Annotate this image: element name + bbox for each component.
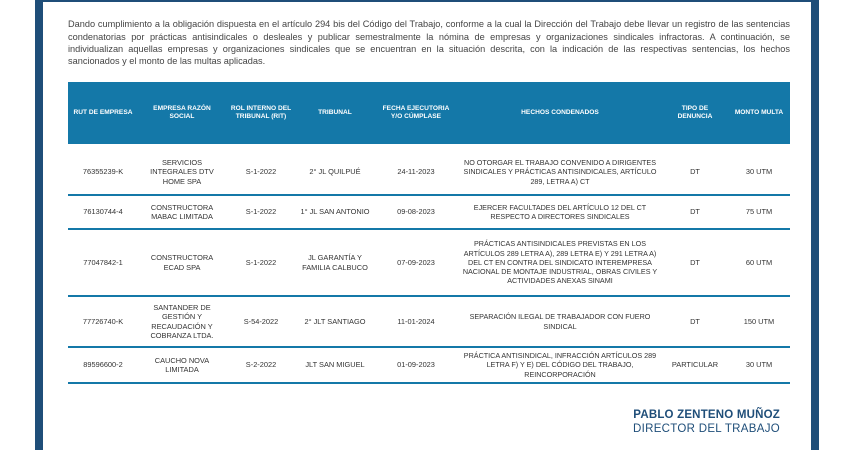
cell-fecha: 09-08-2023 <box>374 195 458 229</box>
cell-rol: S-1-2022 <box>226 229 296 296</box>
cell-tipo: DT <box>662 296 728 347</box>
cell-hechos: NO OTORGAR EL TRABAJO CONVENIDO A DIRIGENTES SINDICALES Y PRÁCTICAS ANTISINDICALES, ARTÍCULO 289, LETRA A) CT <box>458 147 662 195</box>
table-row <box>68 296 790 347</box>
cell-tribunal: 2° JLT SANTIAGO <box>296 296 374 347</box>
cell-monto: 150 UTM <box>728 296 790 347</box>
cell-empresa: CAUCHO NOVA LIMITADA <box>138 347 226 383</box>
cell-monto: 30 UTM <box>728 347 790 383</box>
table-row <box>68 195 790 229</box>
cell-empresa: SERVICIOS INTEGRALES DTV HOME SPA <box>138 147 226 195</box>
signature-block <box>633 409 780 435</box>
header-empresa: EMPRESA RAZÓN SOCIAL <box>138 82 226 147</box>
cell-hechos: EJERCER FACULTADES DEL ARTÍCULO 12 DEL CT RESPECTO A DIRECTORES SINDICALES <box>458 195 662 229</box>
table-row <box>68 229 790 296</box>
header-rut: RUT DE EMPRESA <box>68 82 138 147</box>
cell-tribunal: JLT SAN MIGUEL <box>296 347 374 383</box>
header-tipo: TIPO DE DENUNCIA <box>662 82 728 147</box>
cell-tribunal: 2° JL QUILPUÉ <box>296 147 374 195</box>
table-row <box>68 147 790 195</box>
cell-rol: S-1-2022 <box>226 195 296 229</box>
cell-hechos: PRÁCTICAS ANTISINDICALES PREVISTAS EN LOS ARTÍCULOS 289 LETRA A), 289 LETRA E) Y 291 LETRA A) DEL CT EN CONTRA DEL SINDICATO INTEREMPRESA NACIONAL DE MONTAJE INDUSTRIAL, OBRAS CIVILES Y ACTIVIDADES ANEXAS SINAMI <box>458 229 662 296</box>
cell-tipo: DT <box>662 147 728 195</box>
cell-empresa: CONSTRUCTORA ECAD SPA <box>138 229 226 296</box>
cell-empresa: CONSTRUCTORA MABAC LIMITADA <box>138 195 226 229</box>
page-border-top <box>35 0 819 2</box>
cell-monto: 75 UTM <box>728 195 790 229</box>
cell-rut: 76355239-K <box>68 147 138 195</box>
cell-tipo: PARTICULAR <box>662 347 728 383</box>
page-border-right <box>811 0 819 450</box>
cell-rut: 89596600-2 <box>68 347 138 383</box>
signatory-title: DIRECTOR DEL TRABAJO <box>632 423 780 435</box>
cell-tipo: DT <box>662 195 728 229</box>
cell-tribunal: JL GARANTÍA Y FAMILIA CALBUCO <box>296 229 374 296</box>
cell-tribunal: 1° JL SAN ANTONIO <box>296 195 374 229</box>
header-monto: MONTO MULTA <box>728 82 790 147</box>
cell-fecha: 11-01-2024 <box>374 296 458 347</box>
table-row <box>68 347 790 383</box>
cell-rut: 76130744-4 <box>68 195 138 229</box>
cell-monto: 60 UTM <box>728 229 790 296</box>
cell-fecha: 24-11-2023 <box>374 147 458 195</box>
cell-rol: S-2-2022 <box>226 347 296 383</box>
cell-rut: 77726740-K <box>68 296 138 347</box>
cell-empresa: SANTANDER DE GESTIÓN Y RECAUDACIÓN Y COBRANZA LTDA. <box>138 296 226 347</box>
cell-hechos: PRÁCTICA ANTISINDICAL, INFRACCIÓN ARTÍCULOS 289 LETRA F) Y E) DEL CÓDIGO DEL TRABAJO, REINCORPORACIÓN <box>458 347 662 383</box>
cell-rol: S-1-2022 <box>226 147 296 195</box>
cell-tipo: DT <box>662 229 728 296</box>
header-rol: ROL INTERNO DEL TRIBUNAL (RIT) <box>226 82 296 147</box>
cell-rut: 77047842-1 <box>68 229 138 296</box>
header-tribunal: TRIBUNAL <box>296 82 374 147</box>
cell-monto: 30 UTM <box>728 147 790 195</box>
cell-fecha: 07-09-2023 <box>374 229 458 296</box>
cell-hechos: SEPARACIÓN ILEGAL DE TRABAJADOR CON FUERO SINDICAL <box>458 296 662 347</box>
intro-paragraph: Dando cumplimiento a la obligación dispuesta en el artículo 294 bis del Código del Trabajo, conforme a la cual la Dirección del Trabajo debe llevar un registro de las sentencias condenatorias por prácticas antisindicales o desleales y publicar semestralmente la nómina de empresas y organizaciones sindicales infractoras. A continuación, se individualizan aquellas empresas y organizaciones sindicales que se encuentran en la situación descrita, con la indicación de las respectivas sentencias, los hechos sancionados y el monto de las multas aplicadas. <box>68 19 790 67</box>
header-hechos: HECHOS CONDENADOS <box>458 82 662 147</box>
page-border-left <box>35 0 43 450</box>
sentences-table <box>68 82 790 384</box>
header-fecha: FECHA EJECUTORIA Y/O CÚMPLASE <box>374 82 458 147</box>
cell-rol: S-54-2022 <box>226 296 296 347</box>
cell-fecha: 01-09-2023 <box>374 347 458 383</box>
signatory-name: PABLO ZENTENO MUÑOZ <box>633 409 780 421</box>
table-header-row <box>68 82 790 147</box>
